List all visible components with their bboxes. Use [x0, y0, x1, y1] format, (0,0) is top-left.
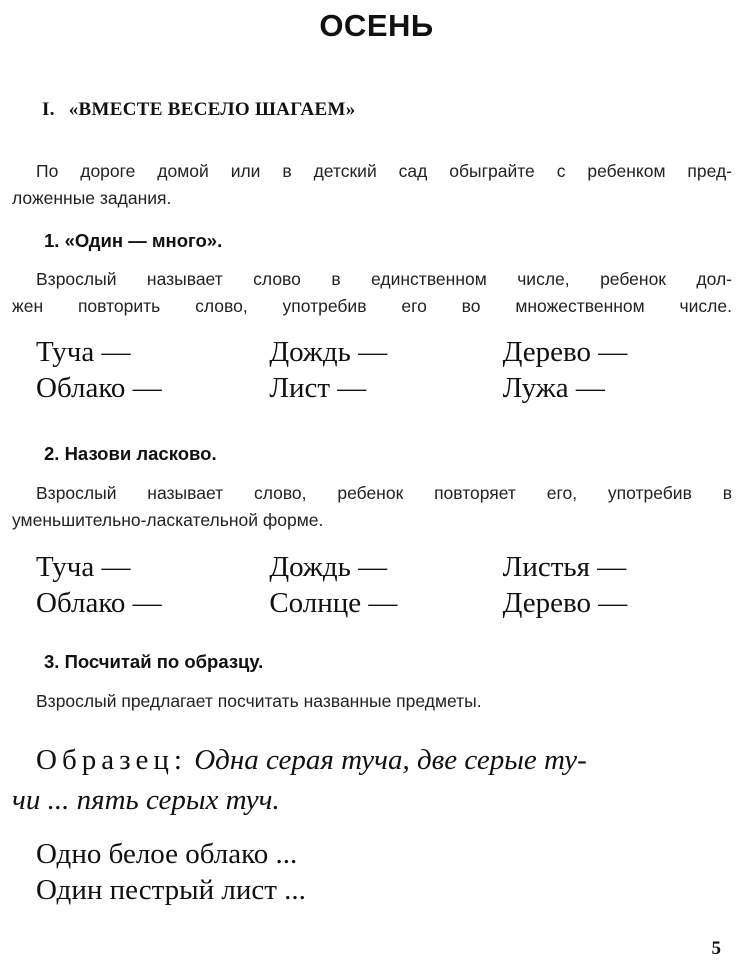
word-cell: Облако —	[36, 587, 162, 619]
count-items	[36, 836, 306, 908]
word-cell: Солнце —	[269, 587, 398, 619]
sample-text: чи ... пять серых туч.	[12, 784, 280, 816]
word-row	[36, 549, 736, 585]
word-row	[36, 370, 736, 406]
word-cell: Дерево —	[502, 587, 628, 619]
sample-text: Одна серая туча, две серые ту-	[194, 744, 587, 776]
page-title: ОСЕНЬ	[319, 8, 434, 43]
section-title: «ВМЕСТЕ ВЕСЕЛО ШАГАЕМ»	[68, 99, 356, 120]
count-item: Одно белое облако ...	[36, 838, 298, 870]
sample-block	[12, 740, 724, 820]
word-cell: Туча —	[36, 551, 131, 583]
task2-desc-line: уменьшительно-ласкательной форме.	[12, 510, 324, 530]
task2-heading: 2. Назови ласково.	[44, 443, 217, 464]
word-cell: Лист —	[269, 372, 367, 404]
task1-desc-line: Взрослый называет слово в единственном числе, ребенок дол-	[36, 269, 732, 289]
task2-word-grid	[36, 549, 736, 621]
word-cell: Туча —	[36, 336, 131, 368]
sample-line	[12, 740, 724, 780]
word-cell: Лужа —	[502, 372, 605, 404]
section-number: I.	[42, 99, 55, 120]
word-row	[36, 334, 736, 370]
word-row	[36, 585, 736, 621]
sample-label: Образец:	[36, 744, 187, 776]
task3-description	[12, 688, 732, 715]
word-cell: Листья —	[502, 551, 627, 583]
page-number: 5	[711, 938, 721, 959]
word-cell: Дерево —	[502, 336, 628, 368]
intro-line: По дороге домой или в детский сад обыграйте с ребенком пред-	[36, 161, 732, 181]
intro-paragraph	[12, 158, 732, 212]
section-heading	[42, 99, 356, 121]
task2-description	[12, 480, 732, 534]
word-cell: Облако —	[36, 372, 162, 404]
task1-desc-line: жен повторить слово, употребив его во множественном числе.	[12, 296, 732, 316]
task3-desc-line: Взрослый предлагает посчитать названные предметы.	[36, 691, 482, 711]
task1-word-grid	[36, 334, 736, 406]
word-cell: Дождь —	[269, 551, 388, 583]
count-item: Один пестрый лист ...	[36, 874, 306, 906]
word-cell: Дождь —	[269, 336, 388, 368]
task1-description	[12, 266, 732, 320]
task2-desc-line: Взрослый называет слово, ребенок повторяет его, употребив в	[36, 483, 732, 503]
task1-heading: 1. «Один — много».	[44, 230, 223, 251]
intro-line: ложенные задания.	[12, 188, 172, 208]
task3-heading: 3. Посчитай по образцу.	[44, 651, 264, 672]
